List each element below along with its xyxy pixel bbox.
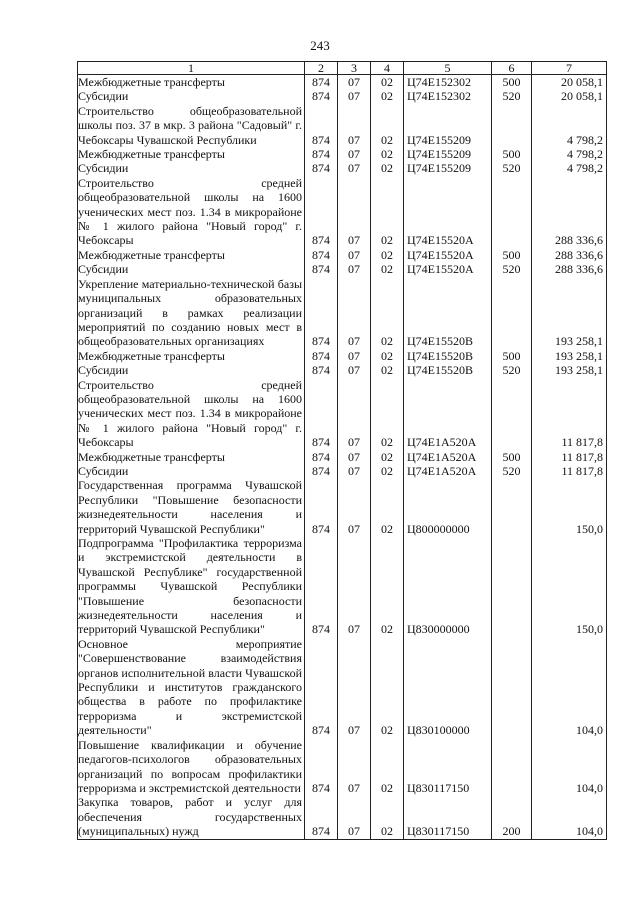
cell-vr [492,277,532,349]
cell-name: Строительство общеобразовательной школы поз. 37 в мкр. 3 района "Садовый" г. Чебоксары Чувашской Республики [78,104,305,147]
table-row [78,262,607,276]
cell-gr: 874 [305,349,338,363]
cell-csr: Ц830000000 [404,536,492,637]
cell-rz: 07 [338,248,371,262]
cell-sum: 288 336,6 [532,176,607,248]
table-row [78,450,607,464]
cell-name: Строительство средней общеобразовательной школы на 1600 ученических мест поз. 1.34 в микрорайоне № 1 жилого района "Новый город" г. Чебоксары [78,176,305,248]
cell-sum: 104,0 [532,637,607,738]
cell-gr: 874 [305,104,338,147]
cell-gr: 874 [305,464,338,478]
cell-rz: 07 [338,349,371,363]
cell-gr: 874 [305,738,338,796]
col-header-pr: 4 [371,62,404,75]
cell-rz: 07 [338,478,371,536]
cell-rz: 07 [338,536,371,637]
cell-csr: Ц830117150 [404,738,492,796]
cell-name: Межбюджетные трансферты [78,75,305,90]
cell-name: Субсидии [78,464,305,478]
cell-gr: 874 [305,277,338,349]
cell-vr [492,104,532,147]
header-row [78,62,607,75]
cell-sum: 193 258,1 [532,349,607,363]
cell-sum: 11 817,8 [532,464,607,478]
cell-vr: 500 [492,349,532,363]
cell-name: Основное мероприятие "Совершенствование взаимодействия органов исполнительной власти Чувашской Республики и институтов гражданского общества в работе по профилактике терроризма и экстремистской деятельности" [78,637,305,738]
cell-sum: 4 798,2 [532,104,607,147]
cell-vr [492,536,532,637]
cell-name: Строительство средней общеобразовательной школы на 1600 ученических мест поз. 1.34 в микрорайоне № 1 жилого района "Новый город" г. Чебоксары [78,378,305,450]
table-row [78,478,607,536]
col-header-rz: 3 [338,62,371,75]
cell-rz: 07 [338,795,371,839]
cell-sum: 11 817,8 [532,450,607,464]
cell-vr [492,637,532,738]
cell-name: Межбюджетные трансферты [78,450,305,464]
cell-csr: Ц74Е152302 [404,89,492,103]
cell-vr: 520 [492,161,532,175]
table-row [78,738,607,796]
cell-csr: Ц74Е155209 [404,147,492,161]
cell-vr [492,378,532,450]
cell-gr: 874 [305,176,338,248]
cell-vr [492,738,532,796]
cell-rz: 07 [338,363,371,377]
cell-rz: 07 [338,147,371,161]
table-row [78,147,607,161]
cell-gr: 874 [305,147,338,161]
cell-csr: Ц74Е15520А [404,248,492,262]
cell-pr: 02 [371,637,404,738]
cell-pr: 02 [371,248,404,262]
cell-sum: 288 336,6 [532,248,607,262]
table-row [78,277,607,349]
cell-pr: 02 [371,104,404,147]
cell-name: Подпрограмма "Профилактика терроризма и экстремистской деятельности в Чувашской Республике" государственной программы Чувашской Республики "Повышение безопасности жизнедеятельности населения и территорий Чувашской Республики" [78,536,305,637]
cell-rz: 07 [338,89,371,103]
cell-sum: 104,0 [532,738,607,796]
cell-vr: 500 [492,147,532,161]
cell-vr: 500 [492,248,532,262]
cell-name: Повышение квалификации и обучение педагогов-психологов образовательных организаций по вопросам профилактики терроризма и экстремистской деятельности [78,738,305,796]
cell-pr: 02 [371,378,404,450]
cell-sum: 193 258,1 [532,277,607,349]
col-header-sum: 7 [532,62,607,75]
cell-vr: 520 [492,464,532,478]
cell-vr: 520 [492,89,532,103]
cell-name: Межбюджетные трансферты [78,248,305,262]
cell-pr: 02 [371,464,404,478]
cell-csr: Ц830117150 [404,795,492,839]
cell-gr: 874 [305,89,338,103]
cell-csr: Ц74Е152302 [404,75,492,90]
table-body [78,75,607,840]
table-row [78,161,607,175]
cell-gr: 874 [305,378,338,450]
cell-gr: 874 [305,75,338,90]
cell-gr: 874 [305,248,338,262]
cell-sum: 11 817,8 [532,378,607,450]
budget-table [77,61,607,840]
table-row [78,89,607,103]
cell-pr: 02 [371,450,404,464]
table-row [78,536,607,637]
cell-vr: 520 [492,262,532,276]
table-row [78,637,607,738]
cell-name: Субсидии [78,89,305,103]
cell-gr: 874 [305,536,338,637]
table-row [78,75,607,90]
cell-csr: Ц74Е1А520А [404,464,492,478]
cell-csr: Ц830100000 [404,637,492,738]
cell-sum: 20 058,1 [532,89,607,103]
cell-pr: 02 [371,161,404,175]
col-header-gr: 2 [305,62,338,75]
cell-name: Закупка товаров, работ и услуг для обеспечения государственных (муниципальных) нужд [78,795,305,839]
cell-gr: 874 [305,262,338,276]
cell-name: Межбюджетные трансферты [78,147,305,161]
cell-csr: Ц74Е1А520А [404,450,492,464]
cell-gr: 874 [305,478,338,536]
cell-sum: 193 258,1 [532,363,607,377]
col-header-name: 1 [78,62,305,75]
cell-pr: 02 [371,89,404,103]
cell-name: Субсидии [78,363,305,377]
cell-csr: Ц74Е15520В [404,363,492,377]
cell-sum: 104,0 [532,795,607,839]
cell-csr: Ц74Е15520А [404,176,492,248]
cell-pr: 02 [371,176,404,248]
cell-rz: 07 [338,378,371,450]
cell-rz: 07 [338,161,371,175]
table-row [78,104,607,147]
cell-pr: 02 [371,738,404,796]
cell-gr: 874 [305,450,338,464]
cell-csr: Ц74Е15520В [404,349,492,363]
cell-gr: 874 [305,795,338,839]
table-row [78,349,607,363]
cell-pr: 02 [371,277,404,349]
table-header [78,62,607,75]
cell-pr: 02 [371,349,404,363]
col-header-vr: 6 [492,62,532,75]
cell-sum: 150,0 [532,478,607,536]
cell-name: Межбюджетные трансферты [78,349,305,363]
cell-pr: 02 [371,75,404,90]
table-row [78,176,607,248]
table-row [78,248,607,262]
cell-vr [492,478,532,536]
cell-csr: Ц74Е15520А [404,262,492,276]
cell-gr: 874 [305,637,338,738]
table-row [78,363,607,377]
cell-name: Субсидии [78,161,305,175]
cell-name: Укрепление материально-технической базы муниципальных образовательных организаций в рамках реализации мероприятий по созданию новых мест в общеобразовательных организациях [78,277,305,349]
cell-pr: 02 [371,363,404,377]
cell-csr: Ц74Е155209 [404,104,492,147]
cell-rz: 07 [338,464,371,478]
cell-gr: 874 [305,363,338,377]
cell-sum: 150,0 [532,536,607,637]
cell-rz: 07 [338,738,371,796]
cell-vr: 200 [492,795,532,839]
cell-pr: 02 [371,536,404,637]
cell-sum: 288 336,6 [532,262,607,276]
cell-pr: 02 [371,795,404,839]
cell-vr: 500 [492,450,532,464]
cell-pr: 02 [371,147,404,161]
table-row [78,378,607,450]
cell-pr: 02 [371,262,404,276]
cell-sum: 20 058,1 [532,75,607,90]
table-row [78,464,607,478]
cell-gr: 874 [305,161,338,175]
table-row [78,795,607,839]
cell-rz: 07 [338,75,371,90]
cell-rz: 07 [338,277,371,349]
cell-name: Субсидии [78,262,305,276]
cell-pr: 02 [371,478,404,536]
page-number: 243 [310,38,330,53]
cell-rz: 07 [338,637,371,738]
cell-rz: 07 [338,262,371,276]
cell-csr: Ц800000000 [404,478,492,536]
cell-csr: Ц74Е155209 [404,161,492,175]
cell-rz: 07 [338,104,371,147]
cell-sum: 4 798,2 [532,161,607,175]
cell-csr: Ц74Е15520В [404,277,492,349]
cell-csr: Ц74Е1А520А [404,378,492,450]
col-header-csr: 5 [404,62,492,75]
cell-vr [492,176,532,248]
cell-rz: 07 [338,176,371,248]
cell-vr: 520 [492,363,532,377]
cell-name: Государственная программа Чувашской Республики "Повышение безопасности жизнедеятельности населения и территорий Чувашской Республики" [78,478,305,536]
cell-vr: 500 [492,75,532,90]
cell-rz: 07 [338,450,371,464]
cell-sum: 4 798,2 [532,147,607,161]
